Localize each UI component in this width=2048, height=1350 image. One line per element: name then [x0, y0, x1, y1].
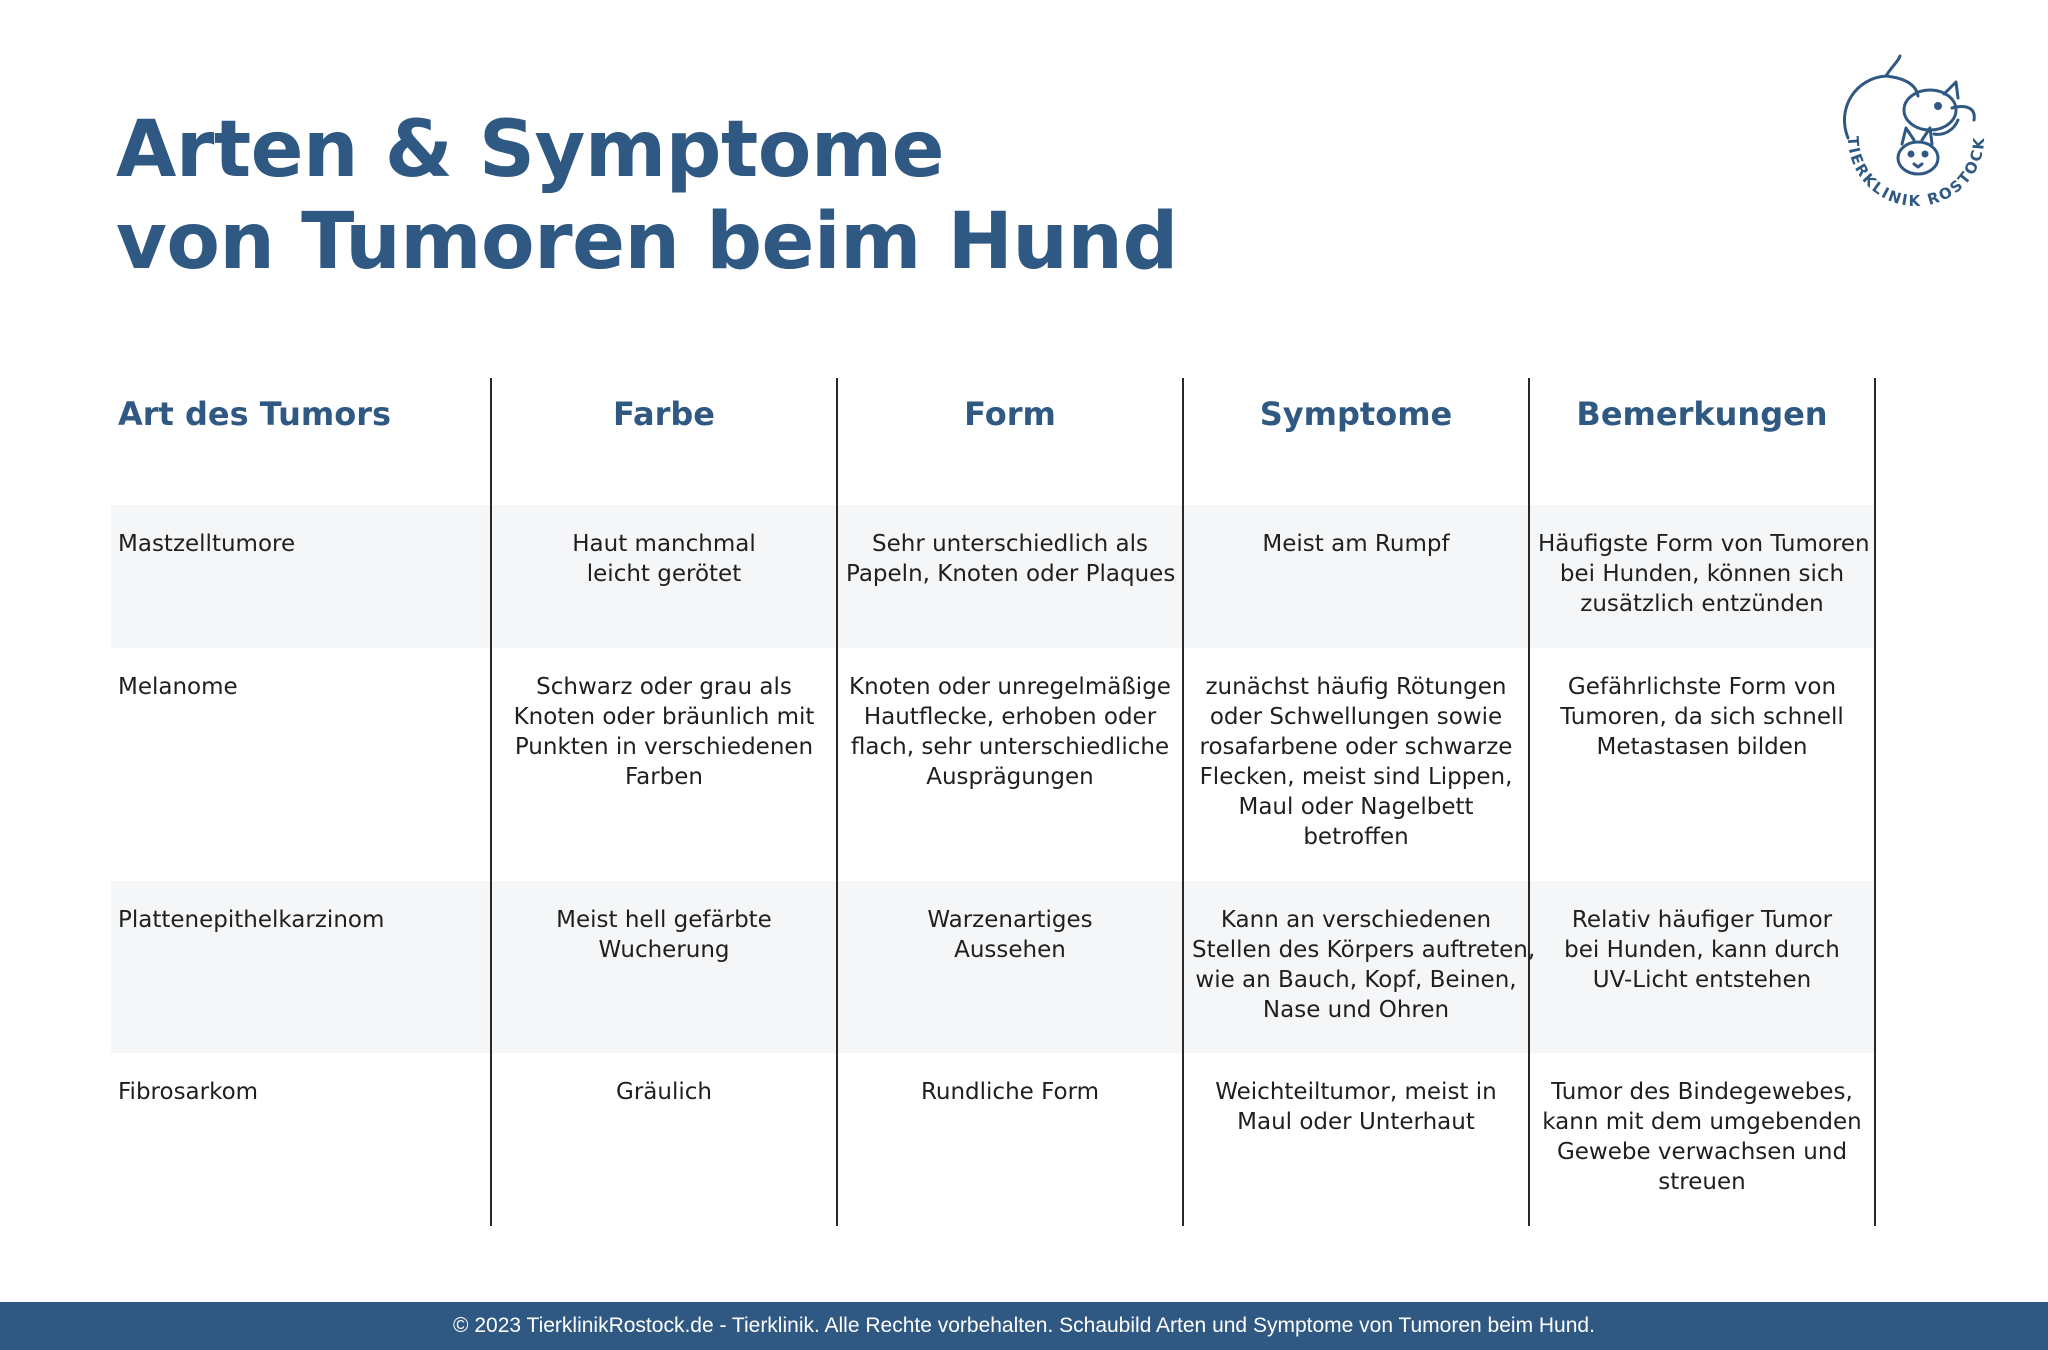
- cell-line: Schwarz oder grau als: [536, 674, 792, 700]
- table-row: [111, 648, 1877, 881]
- cell-bemerkungen: [1530, 1053, 1876, 1226]
- cell-line: Maul oder Nagelbett: [1238, 794, 1474, 820]
- tumor-table: [111, 378, 1877, 1226]
- cell-line: Plattenepithelkarzinom: [118, 907, 385, 933]
- cell-line: Gefährlichste Form von: [1567, 674, 1837, 700]
- cell-line: kann mit dem umgebenden: [1542, 1109, 1862, 1135]
- header-bemerkungen: Bemerkungen: [1530, 378, 1876, 505]
- cell-line: Papeln, Knoten oder Plaques: [846, 561, 1176, 587]
- cell-line: leicht gerötet: [586, 561, 742, 587]
- cell-line: Ausprägungen: [926, 764, 1094, 790]
- cell-line: Melanome: [118, 674, 238, 700]
- cell-line: Aussehen: [954, 937, 1066, 963]
- table-row: [111, 1053, 1877, 1226]
- cell-line: Weichteiltumor, meist in: [1215, 1079, 1497, 1105]
- cell-line: Fibrosarkom: [118, 1079, 259, 1105]
- cell-symptome: [1184, 1053, 1530, 1226]
- page-title-line-1: Arten & Symptome: [116, 105, 945, 195]
- cell-farbe: [492, 648, 838, 881]
- cell-line: Kann an verschiedenen: [1220, 907, 1492, 933]
- cell-line: UV-Licht entstehen: [1592, 967, 1812, 993]
- cell-line: bei Hunden, kann durch: [1564, 937, 1840, 963]
- cell-line: Tumoren, da sich schnell: [1560, 704, 1844, 730]
- cell-farbe: [492, 1053, 838, 1226]
- cell-line: Mastzelltumore: [118, 531, 296, 557]
- dog-cat-logo-icon: [1826, 48, 2006, 228]
- cell-line: bei Hunden, können sich: [1559, 561, 1845, 587]
- cell-line: Metastasen bilden: [1596, 734, 1808, 760]
- cell-line: Relativ häufiger Tumor: [1571, 907, 1833, 933]
- cell-line: Wucherung: [598, 937, 730, 963]
- logo-text: TIERKLINIK ROSTOCK: [1843, 135, 1989, 211]
- cell-line: Häufigste Form von Tumoren: [1538, 531, 1870, 557]
- cell-farbe: [492, 505, 838, 648]
- cell-symptome: [1184, 648, 1530, 881]
- cell-line: Maul oder Unterhaut: [1237, 1109, 1475, 1135]
- cell-line: Farben: [625, 764, 703, 790]
- cell-line: Meist hell gefärbte: [556, 907, 772, 933]
- header-farbe: Farbe: [492, 378, 838, 505]
- table-header-row: [111, 378, 1877, 505]
- table-row: [111, 505, 1877, 648]
- cell-line: streuen: [1658, 1169, 1746, 1195]
- cell-symptome: [1184, 881, 1536, 1053]
- clinic-logo: [1826, 48, 2006, 228]
- cell-line: flach, sehr unterschiedliche: [850, 734, 1170, 760]
- cell-line: Gewebe verwachsen und: [1556, 1139, 1848, 1165]
- header-art-des-tumors: Art des Tumors: [111, 378, 492, 505]
- cell-line: betroffen: [1303, 824, 1409, 850]
- cell-line: zusätzlich entzünden: [1580, 591, 1824, 617]
- cell-line: Meist am Rumpf: [1262, 531, 1450, 557]
- cell-line: Flecken, meist sind Lippen,: [1199, 764, 1513, 790]
- cell-art: [111, 648, 492, 881]
- cell-art: [111, 505, 492, 648]
- copyright-footer: © 2023 TierklinikRostock.de - Tierklinik. Alle Rechte vorbehalten. Schaubild Arten und Symptome von Tumoren beim Hund.: [0, 1302, 2048, 1350]
- cell-line: wie an Bauch, Kopf, Beinen,: [1195, 967, 1517, 993]
- cell-art: [111, 881, 492, 1053]
- cell-bemerkungen: [1530, 881, 1876, 1053]
- cell-line: oder Schwellungen sowie: [1209, 704, 1503, 730]
- cell-form: [838, 648, 1184, 881]
- cell-line: Gräulich: [616, 1079, 712, 1105]
- cell-line: Knoten oder unregelmäßige: [849, 674, 1171, 700]
- cell-line: Sehr unterschiedlich als: [872, 531, 1148, 557]
- header-symptome: Symptome: [1184, 378, 1530, 505]
- cell-line: Nase und Ohren: [1262, 997, 1450, 1023]
- cell-line: Haut manchmal: [572, 531, 756, 557]
- header-form: Form: [838, 378, 1184, 505]
- cell-line: Hautflecke, erhoben oder: [863, 704, 1157, 730]
- cell-line: rosafarbene oder schwarze: [1199, 734, 1513, 760]
- cell-form: [838, 881, 1184, 1053]
- page-title: [116, 104, 1178, 288]
- cell-art: [111, 1053, 492, 1226]
- cell-line: Punkten in verschiedenen: [514, 734, 814, 760]
- cell-line: Rundliche Form: [920, 1079, 1100, 1105]
- cell-line: Stellen des Körpers auftreten,: [1192, 937, 1536, 963]
- cell-form: [838, 505, 1184, 648]
- cell-line: Warzenartiges: [927, 907, 1093, 933]
- cell-symptome: [1184, 505, 1530, 648]
- page-title-line-2: von Tumoren beim Hund: [116, 197, 1178, 287]
- cell-farbe: [492, 881, 838, 1053]
- cell-bemerkungen: [1530, 505, 1876, 648]
- cell-bemerkungen: [1530, 648, 1876, 881]
- cell-form: [838, 1053, 1184, 1226]
- cell-line: Tumor des Bindegewebes,: [1551, 1079, 1853, 1105]
- table-row: [111, 881, 1877, 1053]
- cell-line: zunächst häufig Rötungen: [1205, 674, 1507, 700]
- cell-line: Knoten oder bräunlich mit: [513, 704, 815, 730]
